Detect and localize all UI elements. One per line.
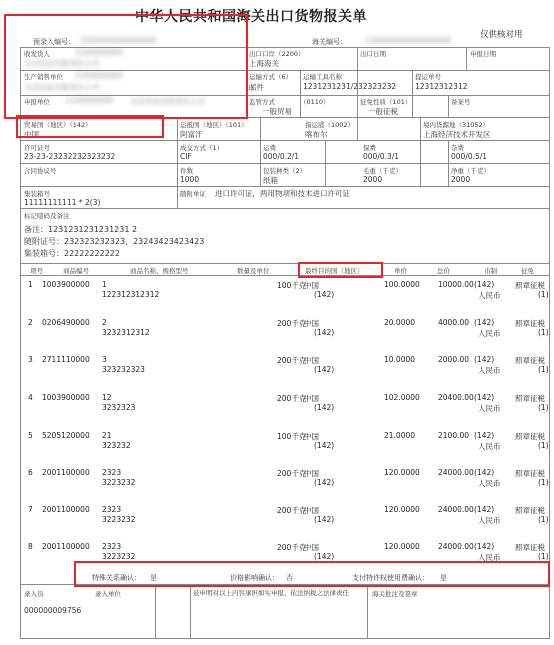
agent-label: 申报单位 bbox=[24, 98, 50, 106]
goods-no: 5 bbox=[28, 431, 33, 440]
goods-name: 1 bbox=[102, 280, 107, 289]
goods-col-code: 商品编号 bbox=[63, 267, 89, 275]
document-title: 中华人民共和国海关出口货物报关单 bbox=[135, 9, 367, 25]
goods-country-code: (142) bbox=[314, 515, 335, 524]
goods-row bbox=[22, 466, 550, 508]
goods-currency: 人民币 bbox=[478, 442, 501, 451]
goods-name: 2323 bbox=[102, 468, 122, 477]
packages-value: 1000 bbox=[180, 175, 200, 184]
goods-no: 4 bbox=[28, 393, 33, 402]
goods-qty: 200千克 bbox=[277, 319, 307, 328]
packages-label: 件数 bbox=[180, 167, 193, 175]
goods-col-destination: 最终目的国（地区） bbox=[305, 267, 364, 275]
agent-name: 北京科技有限责任公司 bbox=[130, 97, 205, 106]
goods-col-name: 商品名称、规格型号 bbox=[130, 267, 189, 275]
goods-no: 1 bbox=[28, 280, 33, 289]
goods-no: 8 bbox=[28, 542, 33, 551]
goods-country-code: (142) bbox=[314, 478, 335, 487]
remark-line-1: 备注：1231231231231231 2 bbox=[24, 225, 138, 234]
remark-line-2: 随附证号：232323232323，23243423423423 bbox=[24, 237, 205, 246]
goods-currency: 人民币 bbox=[478, 404, 501, 413]
transport-mode-label: 运输方式（6） bbox=[249, 73, 293, 81]
goods-currency-code: (142) bbox=[474, 542, 495, 551]
goods-country-code: (142) bbox=[314, 290, 335, 299]
goods-code: 0206490000 bbox=[42, 318, 90, 327]
marks-label: 标记唛码及备注 bbox=[24, 212, 70, 220]
goods-spec: 3223232 bbox=[102, 552, 136, 561]
license-value: 23-23-23232232323232 bbox=[24, 152, 116, 161]
goods-currency-code: (142) bbox=[474, 431, 495, 440]
goods-levy-code: (1) bbox=[538, 403, 549, 412]
producer-name: 北京科技有限责任公司 bbox=[24, 83, 99, 92]
customs-no-label: 海关编号： bbox=[312, 38, 347, 46]
goods-spec: 122312312312 bbox=[102, 290, 160, 299]
goods-levy: 照章征税 bbox=[515, 432, 545, 441]
goods-levy: 照章征税 bbox=[515, 394, 545, 403]
goods-country: 中国 bbox=[304, 394, 319, 403]
verification-stamp: 仅供核对用 bbox=[480, 30, 523, 40]
insurance-value: 000/0.3/1 bbox=[363, 152, 400, 161]
goods-levy-code: (1) bbox=[538, 441, 549, 450]
entry-person-value: 000000009756 bbox=[24, 606, 82, 615]
gross-weight-label: 毛重（千克） bbox=[363, 167, 402, 175]
levy-label: 征免性质（101） bbox=[360, 98, 412, 106]
pre-entry-label: 预录入编号： bbox=[33, 38, 75, 46]
goods-total: 24000.00 bbox=[438, 505, 474, 514]
deal-mode-value: CIF bbox=[180, 152, 192, 161]
goods-currency: 人民币 bbox=[478, 329, 501, 338]
goods-price: 10.0000 bbox=[384, 355, 416, 364]
goods-name: 2 bbox=[102, 318, 107, 327]
goods-spec: 3223232 bbox=[102, 478, 136, 487]
port-value: 喀布尔 bbox=[305, 130, 328, 139]
goods-price: 102.0000 bbox=[384, 393, 420, 402]
price-impact-label: 价格影响确认： bbox=[230, 574, 279, 582]
goods-total: 2000.00 bbox=[438, 355, 470, 364]
goods-qty: 100千克 bbox=[277, 432, 307, 441]
goods-row bbox=[22, 503, 550, 545]
goods-levy: 照章征税 bbox=[515, 543, 545, 552]
goods-code: 1003900000 bbox=[42, 393, 90, 402]
goods-currency: 人民币 bbox=[478, 366, 501, 375]
goods-levy-code: (1) bbox=[538, 515, 549, 524]
goods-levy-code: (1) bbox=[538, 552, 549, 561]
goods-price: 120.0000 bbox=[384, 542, 420, 551]
goods-currency: 人民币 bbox=[478, 516, 501, 525]
arrival-country-value: 阿富汗 bbox=[180, 130, 203, 139]
goods-qty: 200千克 bbox=[277, 394, 307, 403]
goods-currency: 人民币 bbox=[478, 553, 501, 562]
attached-docs-label: 随附单证 bbox=[180, 190, 206, 198]
goods-country: 中国 bbox=[304, 469, 319, 478]
misc-value: 000/0.5/1 bbox=[451, 152, 488, 161]
container-label: 集装箱号 bbox=[24, 190, 50, 198]
goods-levy-code: (1) bbox=[538, 328, 549, 337]
export-port-label: 出口口岸（2200） bbox=[249, 50, 305, 58]
goods-col-total: 总价 bbox=[437, 267, 450, 275]
goods-country: 中国 bbox=[304, 506, 319, 515]
remark-line-3: 集装箱号：22222222222 bbox=[24, 249, 120, 258]
goods-row bbox=[22, 429, 550, 471]
levy-value: 一般征税 bbox=[368, 107, 398, 116]
goods-levy: 照章征税 bbox=[515, 506, 545, 515]
goods-currency: 人民币 bbox=[478, 479, 501, 488]
special-relation-value: 是 bbox=[150, 574, 157, 582]
customs-no-value: 220000000000000000 bbox=[365, 36, 451, 45]
goods-code: 5205120000 bbox=[42, 431, 90, 440]
highlight-box-trade-country bbox=[16, 115, 164, 138]
supervision-code: （0110） bbox=[300, 98, 330, 106]
transport-tool-value: 1231231231/232323232 bbox=[303, 82, 397, 91]
goods-levy: 照章征税 bbox=[515, 281, 545, 290]
goods-price: 21.0000 bbox=[384, 431, 416, 440]
contract-label: 合同协议号 bbox=[24, 167, 57, 175]
deal-mode-label: 成交方式（1） bbox=[180, 144, 224, 152]
goods-country-code: (142) bbox=[314, 328, 335, 337]
goods-name: 12 bbox=[102, 393, 112, 402]
bill-no-value: 12312312312 bbox=[415, 82, 468, 91]
declaration-statement: 兹申明对以上内容承担如实申报、依法纳税之法律责任 bbox=[193, 589, 349, 597]
goods-row bbox=[22, 353, 550, 395]
port-label: 指运港（1002） bbox=[305, 121, 355, 129]
goods-levy-code: (1) bbox=[538, 365, 549, 374]
goods-country: 中国 bbox=[304, 356, 319, 365]
consignee-name: 北京科技有限责任公司 bbox=[24, 59, 99, 68]
consignee-label: 收发货人 bbox=[24, 50, 50, 58]
goods-qty: 200千克 bbox=[277, 506, 307, 515]
goods-code: 2001100000 bbox=[42, 505, 90, 514]
goods-currency-code: (142) bbox=[474, 318, 495, 327]
goods-name: 2323 bbox=[102, 505, 122, 514]
goods-total: 20400.00 bbox=[438, 393, 474, 402]
goods-no: 3 bbox=[28, 355, 33, 364]
special-relation-label: 特殊关系确认： bbox=[92, 574, 141, 582]
goods-spec: 3232323 bbox=[102, 403, 136, 412]
consignee-code: 1100000000 bbox=[75, 48, 123, 57]
goods-price: 120.0000 bbox=[384, 505, 420, 514]
goods-code: 2711110000 bbox=[42, 355, 90, 364]
export-port-value: 上海海关 bbox=[249, 59, 279, 68]
goods-total: 10000.00 bbox=[438, 280, 474, 289]
royalty-label: 支付特许权使用费确认： bbox=[352, 574, 429, 582]
goods-levy: 照章征税 bbox=[515, 356, 545, 365]
producer-label: 生产销售单位 bbox=[24, 73, 63, 81]
goods-row bbox=[22, 278, 550, 320]
goods-col-qty: 数量及单位 bbox=[237, 267, 270, 275]
goods-no: 6 bbox=[28, 468, 33, 477]
declare-date-label: 申报日期 bbox=[470, 50, 496, 58]
goods-code: 2001100000 bbox=[42, 468, 90, 477]
license-label: 许可证号 bbox=[24, 144, 50, 152]
transport-mode-value: 邮件 bbox=[249, 83, 264, 92]
goods-country-code: (142) bbox=[314, 552, 335, 561]
goods-spec: 323232323 bbox=[102, 365, 145, 374]
goods-country: 中国 bbox=[304, 319, 319, 328]
goods-currency-code: (142) bbox=[474, 393, 495, 402]
trade-country-label: 贸易国（地区）（142） bbox=[24, 121, 92, 129]
insurance-label: 保费 bbox=[363, 144, 376, 152]
net-weight-value: 2000 bbox=[451, 175, 471, 184]
goods-qty: 200千克 bbox=[277, 469, 307, 478]
goods-country: 中国 bbox=[304, 543, 319, 552]
attached-docs-value: 进口许可证，两用物项和技术进口许可证 bbox=[215, 189, 350, 198]
producer-code: 1100000000 bbox=[75, 71, 123, 80]
goods-qty: 200千克 bbox=[277, 356, 307, 365]
goods-col-levy: 征免 bbox=[521, 267, 534, 275]
record-label: 备案号 bbox=[451, 98, 471, 106]
net-weight-label: 净重（千克） bbox=[451, 167, 490, 175]
royalty-value: 是 bbox=[440, 574, 447, 582]
entry-person-label: 录入员 bbox=[24, 590, 44, 598]
goods-levy: 照章征税 bbox=[515, 319, 545, 328]
goods-country-code: (142) bbox=[314, 403, 335, 412]
container-value: 11111111111 * 2(3) bbox=[24, 198, 101, 207]
goods-currency-code: (142) bbox=[474, 280, 495, 289]
goods-col-no: 项号 bbox=[30, 267, 43, 275]
goods-name: 2323 bbox=[102, 542, 122, 551]
goods-name: 3 bbox=[102, 355, 107, 364]
goods-row bbox=[22, 316, 550, 358]
goods-code: 2001100000 bbox=[42, 542, 90, 551]
goods-no: 2 bbox=[28, 318, 33, 327]
arrival-country-label: 运抵国（地区）（101） bbox=[180, 121, 248, 129]
domestic-source-value: 上海经济技术开发区 bbox=[423, 130, 491, 139]
customs-remark-label: 海关批注及签章 bbox=[372, 590, 418, 598]
goods-total: 24000.00 bbox=[438, 542, 474, 551]
goods-code: 1003900000 bbox=[42, 280, 90, 289]
trade-country-value: 中国 bbox=[24, 130, 39, 139]
goods-levy: 照章征税 bbox=[515, 469, 545, 478]
goods-col-price: 单价 bbox=[394, 267, 407, 275]
goods-col-currency: 币制 bbox=[484, 267, 497, 275]
goods-qty: 100千克 bbox=[277, 281, 307, 290]
goods-currency-code: (142) bbox=[474, 355, 495, 364]
goods-country-code: (142) bbox=[314, 365, 335, 374]
goods-total: 4000.00 bbox=[438, 318, 470, 327]
entry-unit-label: 录入单位 bbox=[95, 590, 121, 598]
gross-weight-value: 2000 bbox=[363, 175, 383, 184]
goods-spec: 3223232 bbox=[102, 515, 136, 524]
goods-no: 7 bbox=[28, 505, 33, 514]
goods-levy-code: (1) bbox=[538, 290, 549, 299]
goods-qty: 200千克 bbox=[277, 543, 307, 552]
supervision-value: 一般贸易 bbox=[262, 107, 292, 116]
freight-label: 运费 bbox=[263, 144, 276, 152]
highlight-box-confirmations bbox=[74, 561, 550, 587]
goods-spec: 3232312312 bbox=[102, 328, 150, 337]
goods-currency-code: (142) bbox=[474, 505, 495, 514]
pack-type-label: 包装种类（2） bbox=[263, 167, 307, 175]
goods-currency: 人民币 bbox=[478, 291, 501, 300]
misc-label: 杂费 bbox=[451, 144, 464, 152]
goods-spec: 323232 bbox=[102, 441, 131, 450]
goods-country: 中国 bbox=[304, 281, 319, 290]
goods-country: 中国 bbox=[304, 432, 319, 441]
freight-value: 000/0.2/1 bbox=[263, 152, 300, 161]
goods-name: 21 bbox=[102, 431, 112, 440]
goods-total: 24000.00 bbox=[438, 468, 474, 477]
goods-country-code: (142) bbox=[314, 441, 335, 450]
pre-entry-value: 2200000000000000 bbox=[80, 36, 157, 45]
supervision-label: 监管方式 bbox=[249, 98, 275, 106]
pack-type-value: 纸箱 bbox=[263, 176, 278, 185]
goods-levy-code: (1) bbox=[538, 478, 549, 487]
goods-price: 120.0000 bbox=[384, 468, 420, 477]
transport-tool-label: 运输工具名称 bbox=[303, 73, 342, 81]
highlight-box-destination-header bbox=[298, 262, 383, 278]
bill-no-label: 提运单号 bbox=[415, 73, 441, 81]
goods-currency-code: (142) bbox=[474, 468, 495, 477]
goods-price: 100.0000 bbox=[384, 280, 420, 289]
goods-total: 2100.00 bbox=[438, 431, 470, 440]
agent-code: 1100000000 bbox=[65, 96, 113, 105]
goods-row bbox=[22, 391, 550, 433]
goods-price: 20.0000 bbox=[384, 318, 416, 327]
export-date-label: 出口日期 bbox=[360, 50, 386, 58]
domestic-source-label: 境内货源地（31052） bbox=[423, 121, 490, 129]
price-impact-value: 否 bbox=[286, 574, 293, 582]
highlight-box-parties bbox=[4, 14, 248, 119]
